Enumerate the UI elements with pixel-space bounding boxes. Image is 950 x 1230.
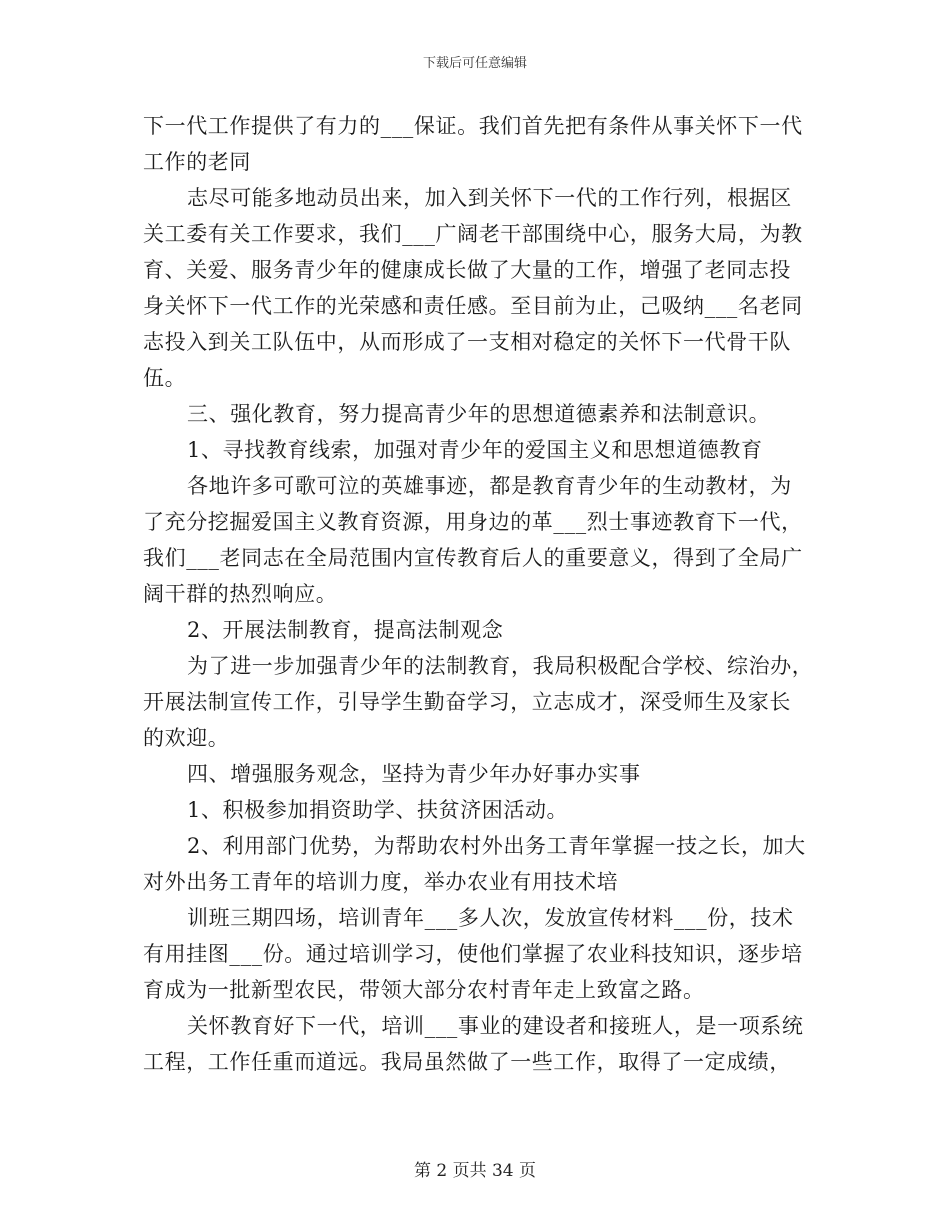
text-line: 工作的老同 xyxy=(143,150,251,174)
text-line: 我们___老同志在全局范围内宣传教育后人的重要意义，得到了全局广 xyxy=(143,546,803,570)
text-line: 身关怀下一代工作的光荣感和责任感。至目前为止，己吸纳___名老同 xyxy=(143,294,803,318)
text-line: 的欢迎。 xyxy=(143,726,230,750)
text-line: 关怀教育好下一代，培训___事业的建设者和接班人，是一项系统 xyxy=(187,1014,804,1038)
text-line: 育成为一批新型农民，带领大部分农村青年走上致富之路。 xyxy=(143,978,705,1002)
page-header: 下载后可任意编辑 xyxy=(422,56,527,71)
text-line: 1、寻找教育线索，加强对青少年的爱国主义和思想道德教育 xyxy=(187,438,763,462)
text-line: 下一代工作提供了有力的___保证。我们首先把有条件从事关怀下一代 xyxy=(143,114,803,138)
text-line: 2、开展法制教育，提高法制观念 xyxy=(187,618,504,642)
text-line: 志投入到关工队伍中，从而形成了一支相对稳定的关怀下一代骨干队 xyxy=(143,330,791,354)
text-line: 为了进一步加强青少年的法制教育，我局积极配合学校、综治办， xyxy=(187,654,814,678)
text-line: 有用挂图___份。通过培训学习，使他们掌握了农业科技知识，逐步培 xyxy=(143,942,803,966)
page-footer: 第 2 页共 34 页 xyxy=(413,1161,537,1181)
text-line: 三、强化教育，努力提高青少年的思想道德素养和法制意识。 xyxy=(187,402,771,426)
text-line: 关工委有关工作要求，我们___广阔老干部围绕中心，服务大局，为教 xyxy=(143,222,803,246)
text-line: 1、积极参加捐资助学、扶贫济困活动。 xyxy=(187,798,569,822)
text-line: 训班三期四场，培训青年___多人次，发放宣传材料___份，技术 xyxy=(187,906,794,930)
text-line: 四、增强服务观念，坚持为青少年办好事办实事 xyxy=(187,762,641,786)
text-line: 伍。 xyxy=(143,366,187,390)
text-line: 育、关爱、服务青少年的健康成长做了大量的工作，增强了老同志投 xyxy=(143,258,791,282)
text-line: 2、利用部门优势，为帮助农村外出务工青年掌握一技之长，加大 xyxy=(187,834,806,858)
text-line: 对外出务工青年的培训力度，举办农业有用技术培 xyxy=(143,870,619,894)
text-line: 各地许多可歌可泣的英雄事迹，都是教育青少年的生动教材，为 xyxy=(187,474,792,498)
text-line: 开展法制宣传工作，引导学生勤奋学习，立志成才，深受师生及家长 xyxy=(143,690,791,714)
text-line: 阔干群的热烈响应。 xyxy=(143,582,338,606)
document-body xyxy=(143,108,814,1080)
text-line: 工程，工作任重而道远。我局虽然做了一些工作，取得了一定成绩， xyxy=(143,1050,791,1074)
text-line: 了充分挖掘爱国主义教育资源，用身边的革___烈士事迹教育下一代， xyxy=(143,510,803,534)
text-line: 志尽可能多地动员出来，加入到关怀下一代的工作行列，根据区 xyxy=(187,186,792,210)
